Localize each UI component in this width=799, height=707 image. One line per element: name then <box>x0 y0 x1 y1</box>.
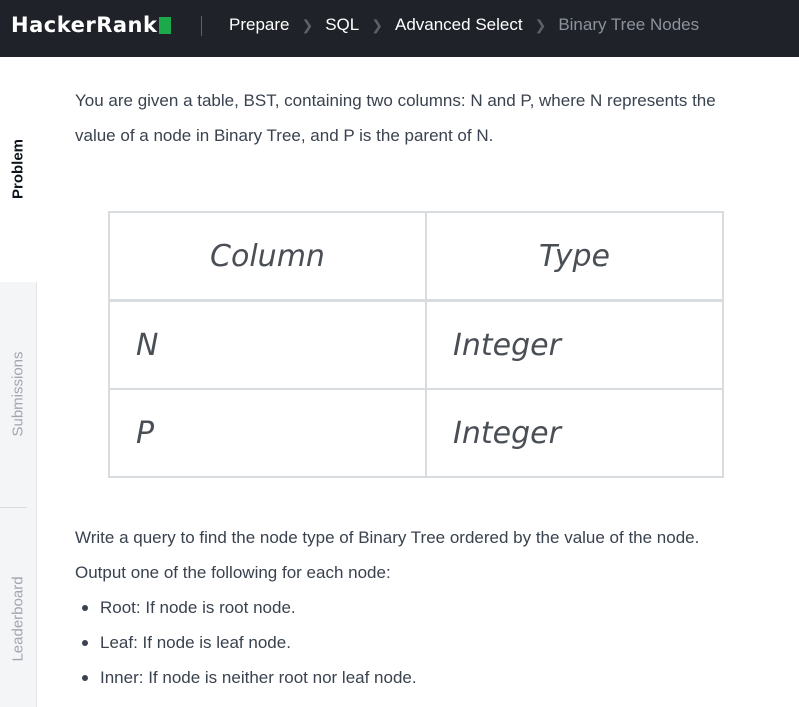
schema-table <box>108 211 724 478</box>
chevron-right-icon: ❯ <box>301 16 314 33</box>
tab-problem[interactable] <box>0 57 37 282</box>
list-item: Inner: If node is neither root nor leaf node. <box>75 660 417 695</box>
table-cell: N <box>109 301 426 390</box>
list-item: Root: If node is root node. <box>75 590 417 625</box>
table-cell: Integer <box>426 389 723 477</box>
table-header-row <box>109 212 723 301</box>
top-navigation-bar <box>0 0 799 57</box>
breadcrumb-current-page: Binary Tree Nodes <box>558 15 700 34</box>
breadcrumb-sql[interactable]: SQL <box>325 15 360 34</box>
node-type-list <box>75 590 417 695</box>
chevron-right-icon: ❯ <box>534 16 547 33</box>
output-instruction: Output one of the following for each node: <box>75 563 391 582</box>
list-item: Leaf: If node is leaf node. <box>75 625 417 660</box>
tab-divider <box>0 507 27 508</box>
tab-submissions[interactable]: Submissions <box>9 351 27 437</box>
table-cell: P <box>109 389 426 477</box>
column-header-type: Type <box>426 212 723 301</box>
vertical-tab-bar <box>0 57 37 707</box>
table-row <box>109 301 723 390</box>
breadcrumb-prepare[interactable]: Prepare <box>229 15 290 34</box>
logo-mark-icon <box>159 17 171 34</box>
chevron-right-icon: ❯ <box>371 16 383 33</box>
table-cell: Integer <box>426 301 723 390</box>
tab-problem-label: Problem <box>9 138 27 200</box>
breadcrumb <box>229 15 699 35</box>
logo-text: HackerRank <box>11 13 158 37</box>
hackerrank-logo[interactable] <box>11 13 171 37</box>
tab-leaderboard[interactable]: Leaderboard <box>9 576 27 662</box>
table-row <box>109 389 723 477</box>
nav-divider <box>201 16 202 36</box>
question-text: Write a query to find the node type of Binary Tree ordered by the value of the node. <box>75 528 700 547</box>
problem-intro: You are given a table, BST, containing two columns: N and P, where N represents the value of a node in Binary Tree, and P is the parent of N. <box>75 91 716 145</box>
breadcrumb-advanced-select[interactable]: Advanced Select <box>394 15 523 34</box>
column-header-column: Column <box>109 212 426 301</box>
